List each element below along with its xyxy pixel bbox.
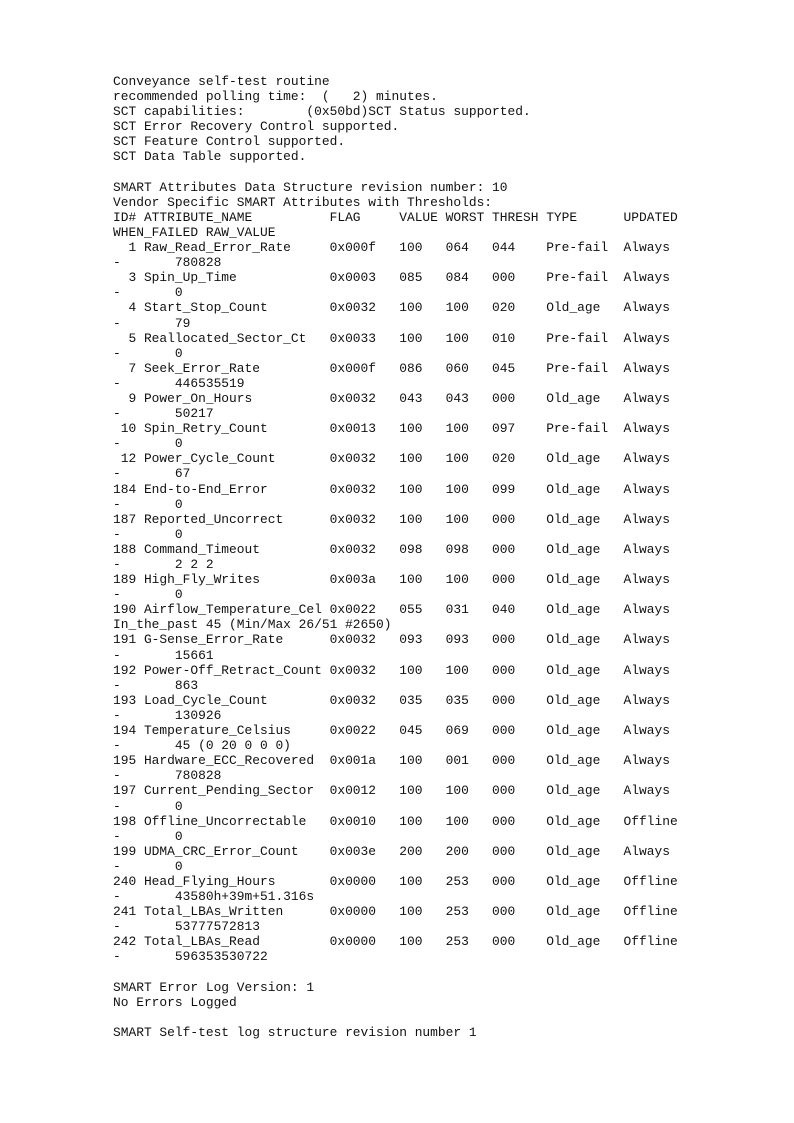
- attribute-row-raw-value: - 15661: [113, 647, 214, 663]
- conveyance-line: Conveyance self-test routine: [113, 74, 330, 89]
- attribute-row: 10 Spin_Retry_Count 0x0013 100 100 097 Pre-fail Always: [113, 421, 670, 437]
- attribute-row-raw-value: - 863: [113, 677, 199, 693]
- attribute-row: 12 Power_Cycle_Count 0x0032 100 100 020 Old_age Always: [113, 451, 670, 467]
- error-log-status-line: No Errors Logged: [113, 994, 237, 1010]
- attribute-row: 198 Offline_Uncorrectable 0x0010 100 100 000 Old_age Offline: [113, 813, 678, 829]
- attribute-row: 242 Total_LBAs_Read 0x0000 100 253 000 Old_age Offline: [113, 934, 678, 950]
- attribute-row-raw-value: - 130926: [113, 707, 222, 723]
- attributes-revision-line: SMART Attributes Data Structure revision number: 10: [113, 179, 508, 195]
- attribute-row: 188 Command_Timeout 0x0032 098 098 000 Old_age Always: [113, 541, 670, 557]
- attribute-row-raw-value: - 0: [113, 798, 183, 814]
- attribute-row: 7 Seek_Error_Rate 0x000f 086 060 045 Pre-fail Always: [113, 360, 670, 376]
- attribute-row-raw-value: - 2 2 2: [113, 557, 214, 572]
- blank-line: [113, 165, 773, 180]
- selftest-log-section: [113, 1025, 773, 1040]
- attribute-row-raw-value: - 0: [113, 828, 183, 844]
- attribute-row-raw-value: - 780828: [113, 768, 222, 784]
- blank-line: [113, 1010, 773, 1025]
- attribute-row-raw-value: - 780828: [113, 255, 222, 271]
- attributes-table: [113, 240, 773, 965]
- attribute-row-raw-value: - 0: [113, 526, 183, 542]
- attribute-row-raw-value: - 0: [113, 858, 183, 874]
- attribute-row: 191 G-Sense_Error_Rate 0x0032 093 093 000 Old_age Always: [113, 632, 670, 648]
- attribute-row-raw-value: - 0: [113, 587, 183, 603]
- attributes-section: [113, 180, 773, 965]
- sct-error-recovery-line: SCT Error Recovery Control supported.: [113, 119, 400, 135]
- attribute-row-raw-value: - 0: [113, 285, 183, 301]
- attribute-row-raw-value: In_the_past 45 (Min/Max 26/51 #2650): [113, 617, 392, 633]
- attribute-row-raw-value: - 50217: [113, 406, 214, 422]
- attribute-row: 190 Airflow_Temperature_Cel 0x0022 055 031 040 Old_age Always: [113, 602, 670, 618]
- attribute-row-raw-value: - 596353530722: [113, 949, 268, 965]
- vendor-attributes-line: Vendor Specific SMART Attributes with Thresholds:: [113, 194, 493, 210]
- smartctl-output: [113, 74, 773, 1040]
- attribute-row-raw-value: - 0: [113, 345, 183, 361]
- attribute-row-raw-value: - 45 (0 20 0 0 0): [113, 738, 291, 754]
- attribute-row: 194 Temperature_Celsius 0x0022 045 069 000 Old_age Always: [113, 723, 670, 739]
- attribute-row: 197 Current_Pending_Sector 0x0012 100 100 000 Old_age Always: [113, 783, 670, 799]
- attribute-row: 189 High_Fly_Writes 0x003a 100 100 000 Old_age Always: [113, 572, 670, 588]
- attribute-row-raw-value: - 43580h+39m+51.316s: [113, 889, 315, 905]
- attribute-row: 184 End-to-End_Error 0x0032 100 100 099 Old_age Always: [113, 481, 670, 497]
- attribute-row: 199 UDMA_CRC_Error_Count 0x003e 200 200 000 Old_age Always: [113, 843, 670, 859]
- attribute-row: 187 Reported_Uncorrect 0x0032 100 100 000 Old_age Always: [113, 511, 670, 527]
- header-block: [113, 74, 773, 165]
- attribute-row: 241 Total_LBAs_Written 0x0000 100 253 000 Old_age Offline: [113, 904, 678, 920]
- selftest-log-revision-line: SMART Self-test log structure revision number 1: [113, 1024, 477, 1040]
- attribute-row: 240 Head_Flying_Hours 0x0000 100 253 000 Old_age Offline: [113, 873, 678, 889]
- attributes-column-header: ID# ATTRIBUTE_NAME FLAG VALUE WORST THRESH TYPE UPDATED: [113, 209, 678, 225]
- attribute-row: 9 Power_On_Hours 0x0032 043 043 000 Old_age Always: [113, 390, 670, 406]
- attribute-row-raw-value: - 0: [113, 436, 183, 452]
- error-log-version-line: SMART Error Log Version: 1: [113, 979, 315, 995]
- attribute-row-raw-value: - 67: [113, 466, 191, 482]
- attribute-row-raw-value: - 446535519: [113, 375, 245, 391]
- attribute-row-raw-value: - 53777572813: [113, 919, 260, 935]
- polling-time-line: recommended polling time: ( 2) minutes.: [113, 89, 438, 105]
- attribute-row-raw-value: - 79: [113, 315, 191, 331]
- attribute-row: 5 Reallocated_Sector_Ct 0x0033 100 100 010 Pre-fail Always: [113, 330, 670, 346]
- attribute-row: 193 Load_Cycle_Count 0x0032 035 035 000 Old_age Always: [113, 692, 670, 708]
- blank-line: [113, 965, 773, 980]
- attributes-column-header-wrap: WHEN_FAILED RAW_VALUE: [113, 224, 276, 240]
- attribute-row: 1 Raw_Read_Error_Rate 0x000f 100 064 044 Pre-fail Always: [113, 240, 670, 256]
- sct-data-table-line: SCT Data Table supported.: [113, 149, 307, 165]
- sct-capabilities-line: SCT capabilities: (0x50bd)SCT Status supported.: [113, 104, 531, 120]
- attribute-row: 4 Start_Stop_Count 0x0032 100 100 020 Old_age Always: [113, 300, 670, 316]
- attribute-row: 195 Hardware_ECC_Recovered 0x001a 100 001 000 Old_age Always: [113, 753, 670, 769]
- sct-feature-control-line: SCT Feature Control supported.: [113, 134, 346, 150]
- error-log-section: [113, 980, 773, 1010]
- attribute-row: 192 Power-Off_Retract_Count 0x0032 100 100 000 Old_age Always: [113, 662, 670, 678]
- attribute-row-raw-value: - 0: [113, 496, 183, 512]
- attribute-row: 3 Spin_Up_Time 0x0003 085 084 000 Pre-fail Always: [113, 270, 670, 286]
